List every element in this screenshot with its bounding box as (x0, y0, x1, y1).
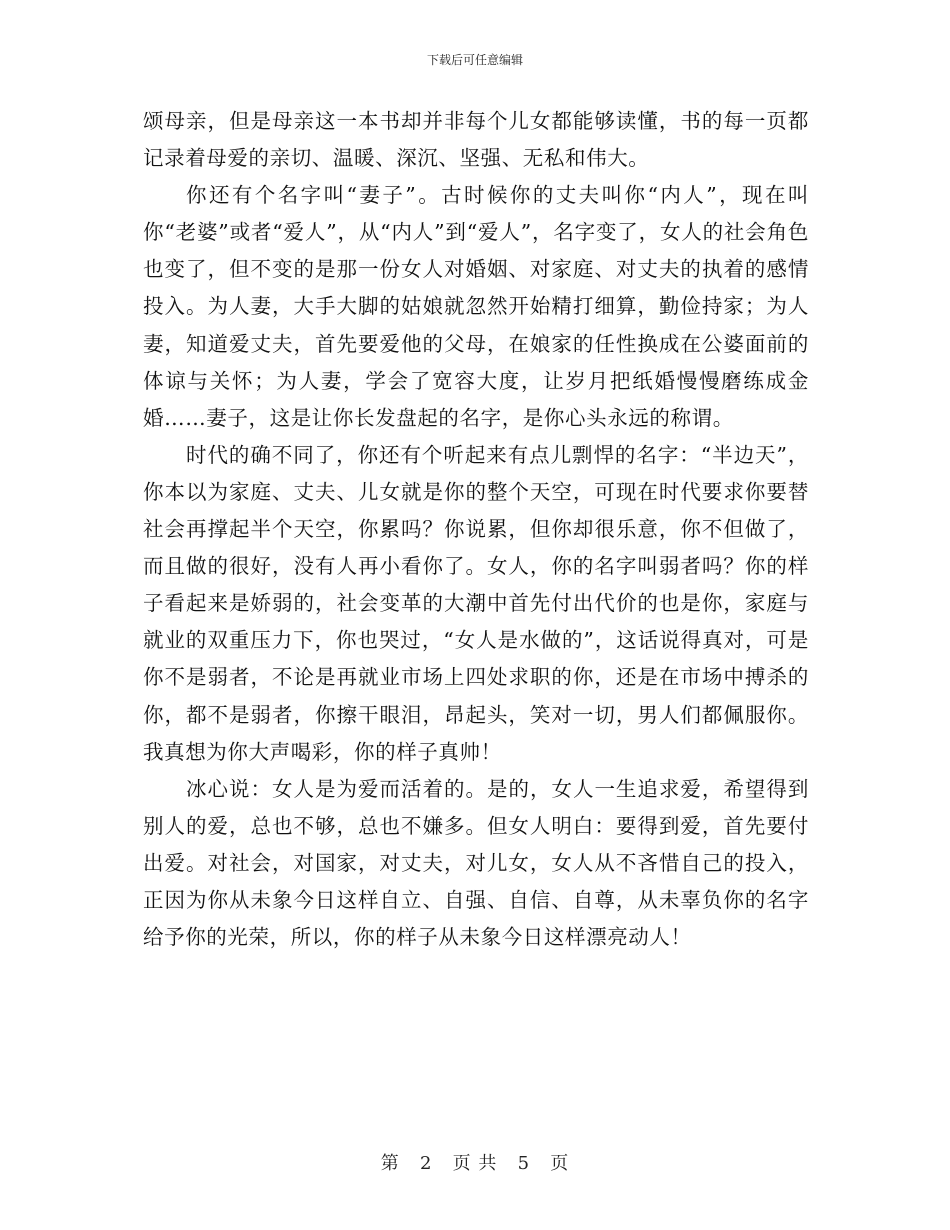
paragraph-1: 颂母亲，但是母亲这一本书却并非每个儿女都能够读懂，书的每一页都记录着母爱的亲切、温暖、深沉、坚强、无私和伟大。 (143, 109, 809, 171)
footer-current-page: 2 (419, 1153, 433, 1174)
page-header: 下载后可任意编辑 (426, 53, 523, 67)
footer-middle: 页 共 (452, 1153, 498, 1174)
paragraph-4: 冰心说：女人是为爱而活着的。是的，女人一生追求爱，希望得到别人的爱，总也不够，总也不嫌多。但女人明白：要得到爱，首先要付出爱。对社会，对国家，对丈夫，对儿女，女人从不吝惜自己的投入，正因为你从未象今日这样自立、自强、自信、自尊，从未辜负你的名字给予你的光荣，所以，你的样子从未象今日这样漂亮动人！ (143, 776, 809, 950)
document-body (143, 103, 809, 956)
paragraph-2: 你还有个名字叫“妻子”。古时候你的丈夫叫你“内人”，现在叫你“老婆”或者“爱人”，从“内人”到“爱人”，名字变了，女人的社会角色也变了，但不变的是那一份女人对婚姻、对家庭、对丈夫的执着的感情投入。为人妻，大手大脚的姑娘就忽然开始精打细算，勤俭持家；为人妻，知道爱丈夫，首先要爱他的父母，在娘家的任性换成在公婆面前的体谅与关怀；为人妻，学会了宽容大度，让岁月把纸婚慢慢磨练成金婚……妻子，这是让你长发盘起的名字，是你心头永远的称谓。 (143, 183, 809, 430)
footer-prefix: 第 (380, 1153, 400, 1174)
page-footer (0, 1152, 950, 1176)
footer-suffix: 页 (550, 1153, 570, 1174)
footer-total-pages: 5 (517, 1153, 531, 1174)
paragraph-3: 时代的确不同了，你还有个听起来有点儿剽悍的名字：“半边天”，你本以为家庭、丈夫、儿女就是你的整个天空，可现在时代要求你要替社会再撑起半个天空，你累吗？你说累，但你却很乐意，你不但做了，而且做的很好，没有人再小看你了。女人，你的名字叫弱者吗？你的样子看起来是娇弱的，社会变革的大潮中首先付出代价的也是你，家庭与就业的双重压力下，你也哭过，“女人是水做的”，这话说得真对，可是你不是弱者，不论是再就业市场上四处求职的你，还是在市场中搏杀的你，都不是弱者，你擦干眼泪，昂起头，笑对一切，男人们都佩服你。我真想为你大声喝彩，你的样子真帅！ (143, 442, 809, 764)
